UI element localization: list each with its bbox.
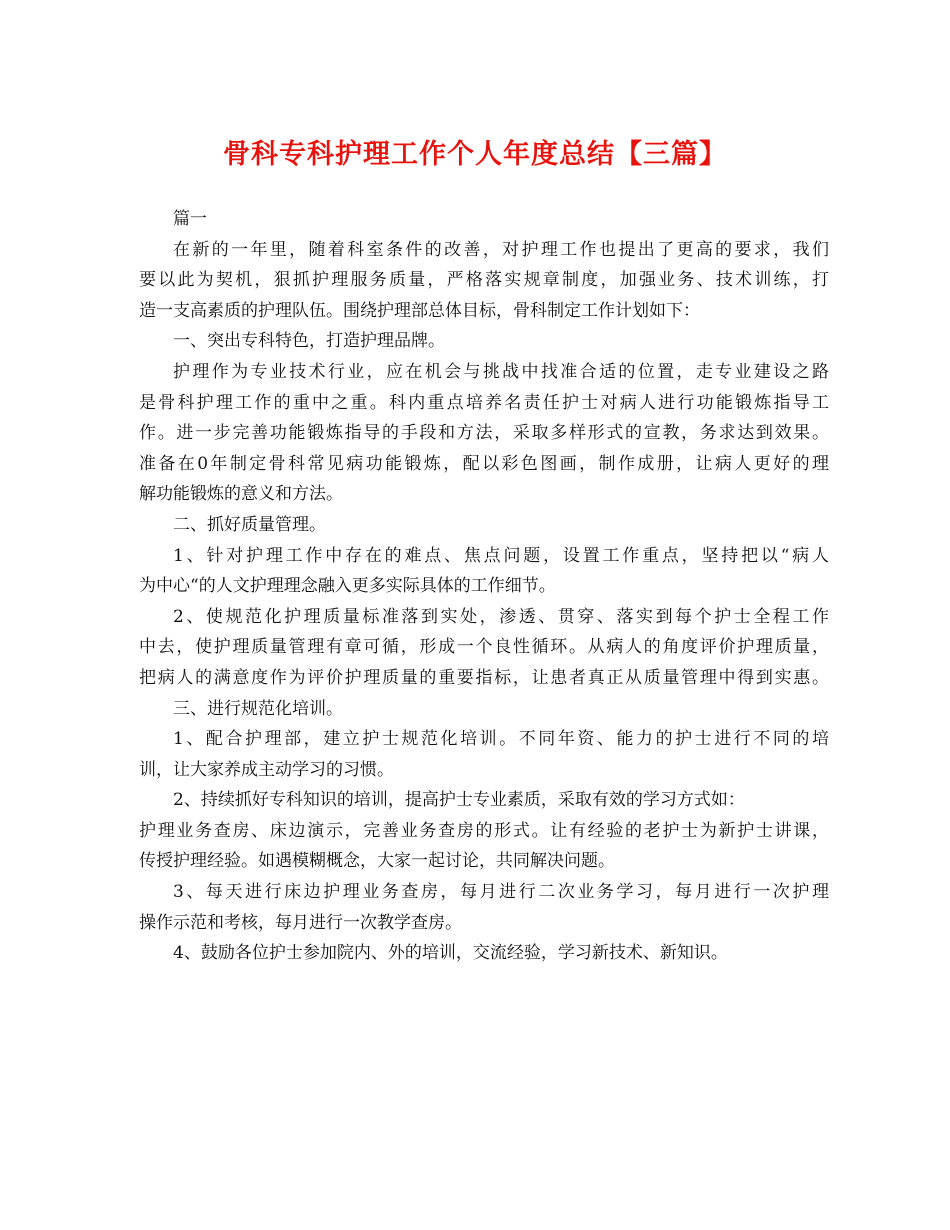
- page-title: 骨科专科护理工作个人年度总结【三篇】: [223, 139, 727, 170]
- text-line: 要以此为契机，狠抓护理服务质量，严格落实规章制度，加强业务、技术训练，打: [139, 270, 829, 291]
- text-line: 在新的一年里，随着科室条件的改善，对护理工作也提出了更高的要求，我们: [173, 239, 829, 260]
- text-line: 把病人的满意度作为评价护理质量的重要指标，让患者真正从质量管理中得到实惠。: [139, 667, 829, 688]
- text-line: 是骨科护理工作的重中之重。科内重点培养名责任护士对病人进行功能锻炼指导工: [139, 392, 829, 413]
- text-line: 一、突出专科特色，打造护理品牌。: [173, 331, 445, 352]
- document-body: [139, 204, 829, 969]
- text-line: 操作示范和考核，每月进行一次教学查房。: [139, 912, 462, 933]
- text-line: 传授护理经验。如遇模糊概念，大家一起讨论，共同解决问题。: [139, 851, 615, 872]
- text-line: 护理业务查房、床边演示，完善业务查房的形式。让有经验的老护士为新护士讲课，: [139, 820, 829, 841]
- text-line: 1、针对护理工作中存在的难点、焦点问题，设置工作重点，坚持把以“病人: [173, 545, 829, 566]
- text-line: 护理作为专业技术行业，应在机会与挑战中找准合适的位置，走专业建设之路: [173, 361, 829, 382]
- text-line: 篇一: [173, 209, 207, 229]
- text-line: 解功能锻炼的意义和方法。: [139, 484, 343, 505]
- text-line: 准备在0年制定骨科常见病功能锻炼，配以彩色图画，制作成册，让病人更好的理: [139, 453, 829, 474]
- text-line: 三、进行规范化培训。: [173, 698, 343, 719]
- text-line: 3、每天进行床边护理业务查房，每月进行二次业务学习，每月进行一次护理: [173, 882, 829, 903]
- text-line: 1、配合护理部，建立护士规范化培训。不同年资、能力的护士进行不同的培: [173, 729, 829, 750]
- text-line: 2、持续抓好专科知识的培训，提高护士专业素质，采取有效的学习方式如：: [173, 790, 745, 811]
- text-line: 造一支高素质的护理队伍。围绕护理部总体目标，骨科制定工作计划如下：: [139, 300, 700, 321]
- text-line: 中去，使护理质量管理有章可循，形成一个良性循环。从病人的角度评价护理质量，: [139, 637, 829, 658]
- text-line: 二、抓好质量管理。: [173, 514, 326, 535]
- text-line: 作。进一步完善功能锻炼指导的手段和方法，采取多样形式的宣教，务求达到效果。: [139, 423, 829, 444]
- text-line: 训，让大家养成主动学习的习惯。: [139, 759, 394, 780]
- text-line: 为中心“的人文护理理念融入更多实际具体的工作细节。: [139, 576, 556, 597]
- text-line: 4、鼓励各位护士参加院内、外的培训，交流经验，学习新技术、新知识。: [173, 943, 728, 964]
- text-line: 2、使规范化护理质量标准落到实处，渗透、贯穿、落实到每个护士全程工作: [173, 606, 829, 627]
